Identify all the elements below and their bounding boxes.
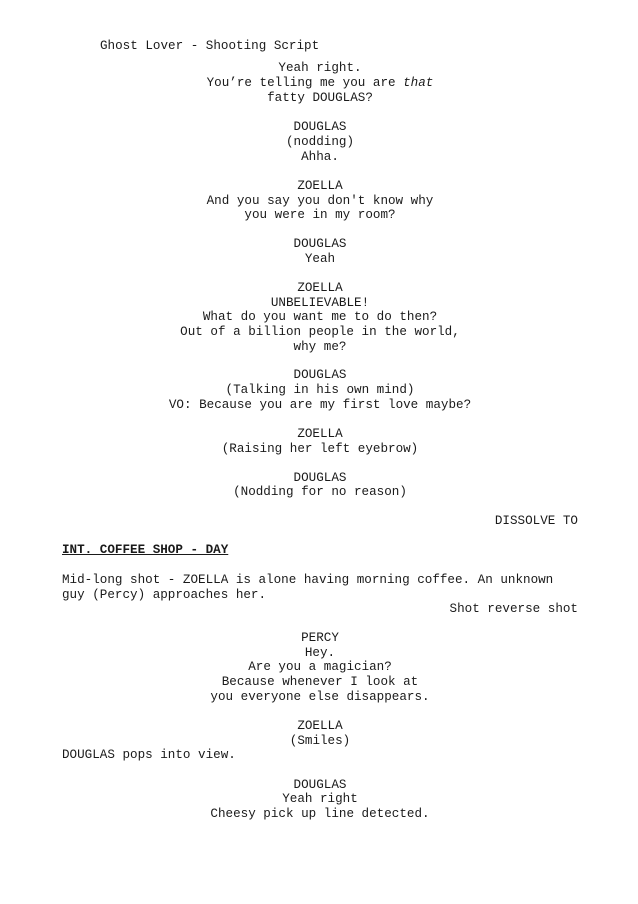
character-name: ZOELLA [297, 719, 343, 733]
character-name: ZOELLA [297, 281, 343, 295]
dialogue-line: you were in my room? [244, 208, 396, 222]
dialogue-line: Out of a billion people in the world, [180, 325, 460, 339]
character-name: DOUGLAS [293, 778, 347, 792]
dialogue-line: And you say you don't know why [206, 194, 434, 208]
dialogue-line: fatty DOUGLAS? [267, 91, 373, 105]
parenthetical: (nodding) [285, 135, 355, 149]
character-name: ZOELLA [297, 179, 343, 193]
parenthetical: (Raising her left eyebrow) [221, 442, 419, 456]
dialogue-line: Yeah [304, 252, 336, 266]
character-name: DOUGLAS [293, 120, 347, 134]
dialogue-line: Ahha. [301, 150, 339, 164]
dialogue-line: Hey. [304, 646, 336, 660]
dialogue-line: why me? [293, 340, 347, 354]
character-name: DOUGLAS [293, 237, 347, 251]
dialogue-line: What do you want me to do then? [202, 310, 438, 324]
dialogue-line: Because whenever I look at [221, 675, 419, 689]
scene-heading: INT. COFFEE SHOP - DAY [62, 543, 229, 557]
dialogue-line: UNBELIEVABLE! [270, 296, 370, 310]
dialogue-line: Yeah right [282, 792, 358, 806]
dialogue-text: You’re telling me you are [206, 76, 404, 90]
character-name: ZOELLA [297, 427, 343, 441]
transition: DISSOLVE TO [494, 514, 578, 528]
action-line: DOUGLAS pops into view. [62, 748, 236, 762]
dialogue-line [0, 76, 638, 91]
shot-direction: Shot reverse shot [449, 602, 578, 616]
dialogue-line: Are you a magician? [248, 660, 392, 674]
character-name: PERCY [301, 631, 339, 645]
parenthetical: (Smiles) [289, 734, 351, 748]
page-header: Ghost Lover - Shooting Script [100, 39, 320, 53]
parenthetical: (Nodding for no reason) [233, 485, 407, 499]
dialogue-line: Cheesy pick up line detected. [210, 807, 430, 821]
dialogue-line: VO: Because you are my first love maybe? [168, 398, 472, 412]
action-line: guy (Percy) approaches her. [62, 588, 267, 602]
character-name: DOUGLAS [293, 368, 347, 382]
action-line: Mid-long shot - ZOELLA is alone having morning coffee. An unknown [62, 573, 554, 587]
dialogue-line: you everyone else disappears. [210, 690, 430, 704]
dialogue-line: Yeah right. [278, 61, 362, 75]
character-name: DOUGLAS [293, 471, 347, 485]
dialogue-emphasis: that [403, 76, 434, 90]
parenthetical: (Talking in his own mind) [225, 383, 415, 397]
